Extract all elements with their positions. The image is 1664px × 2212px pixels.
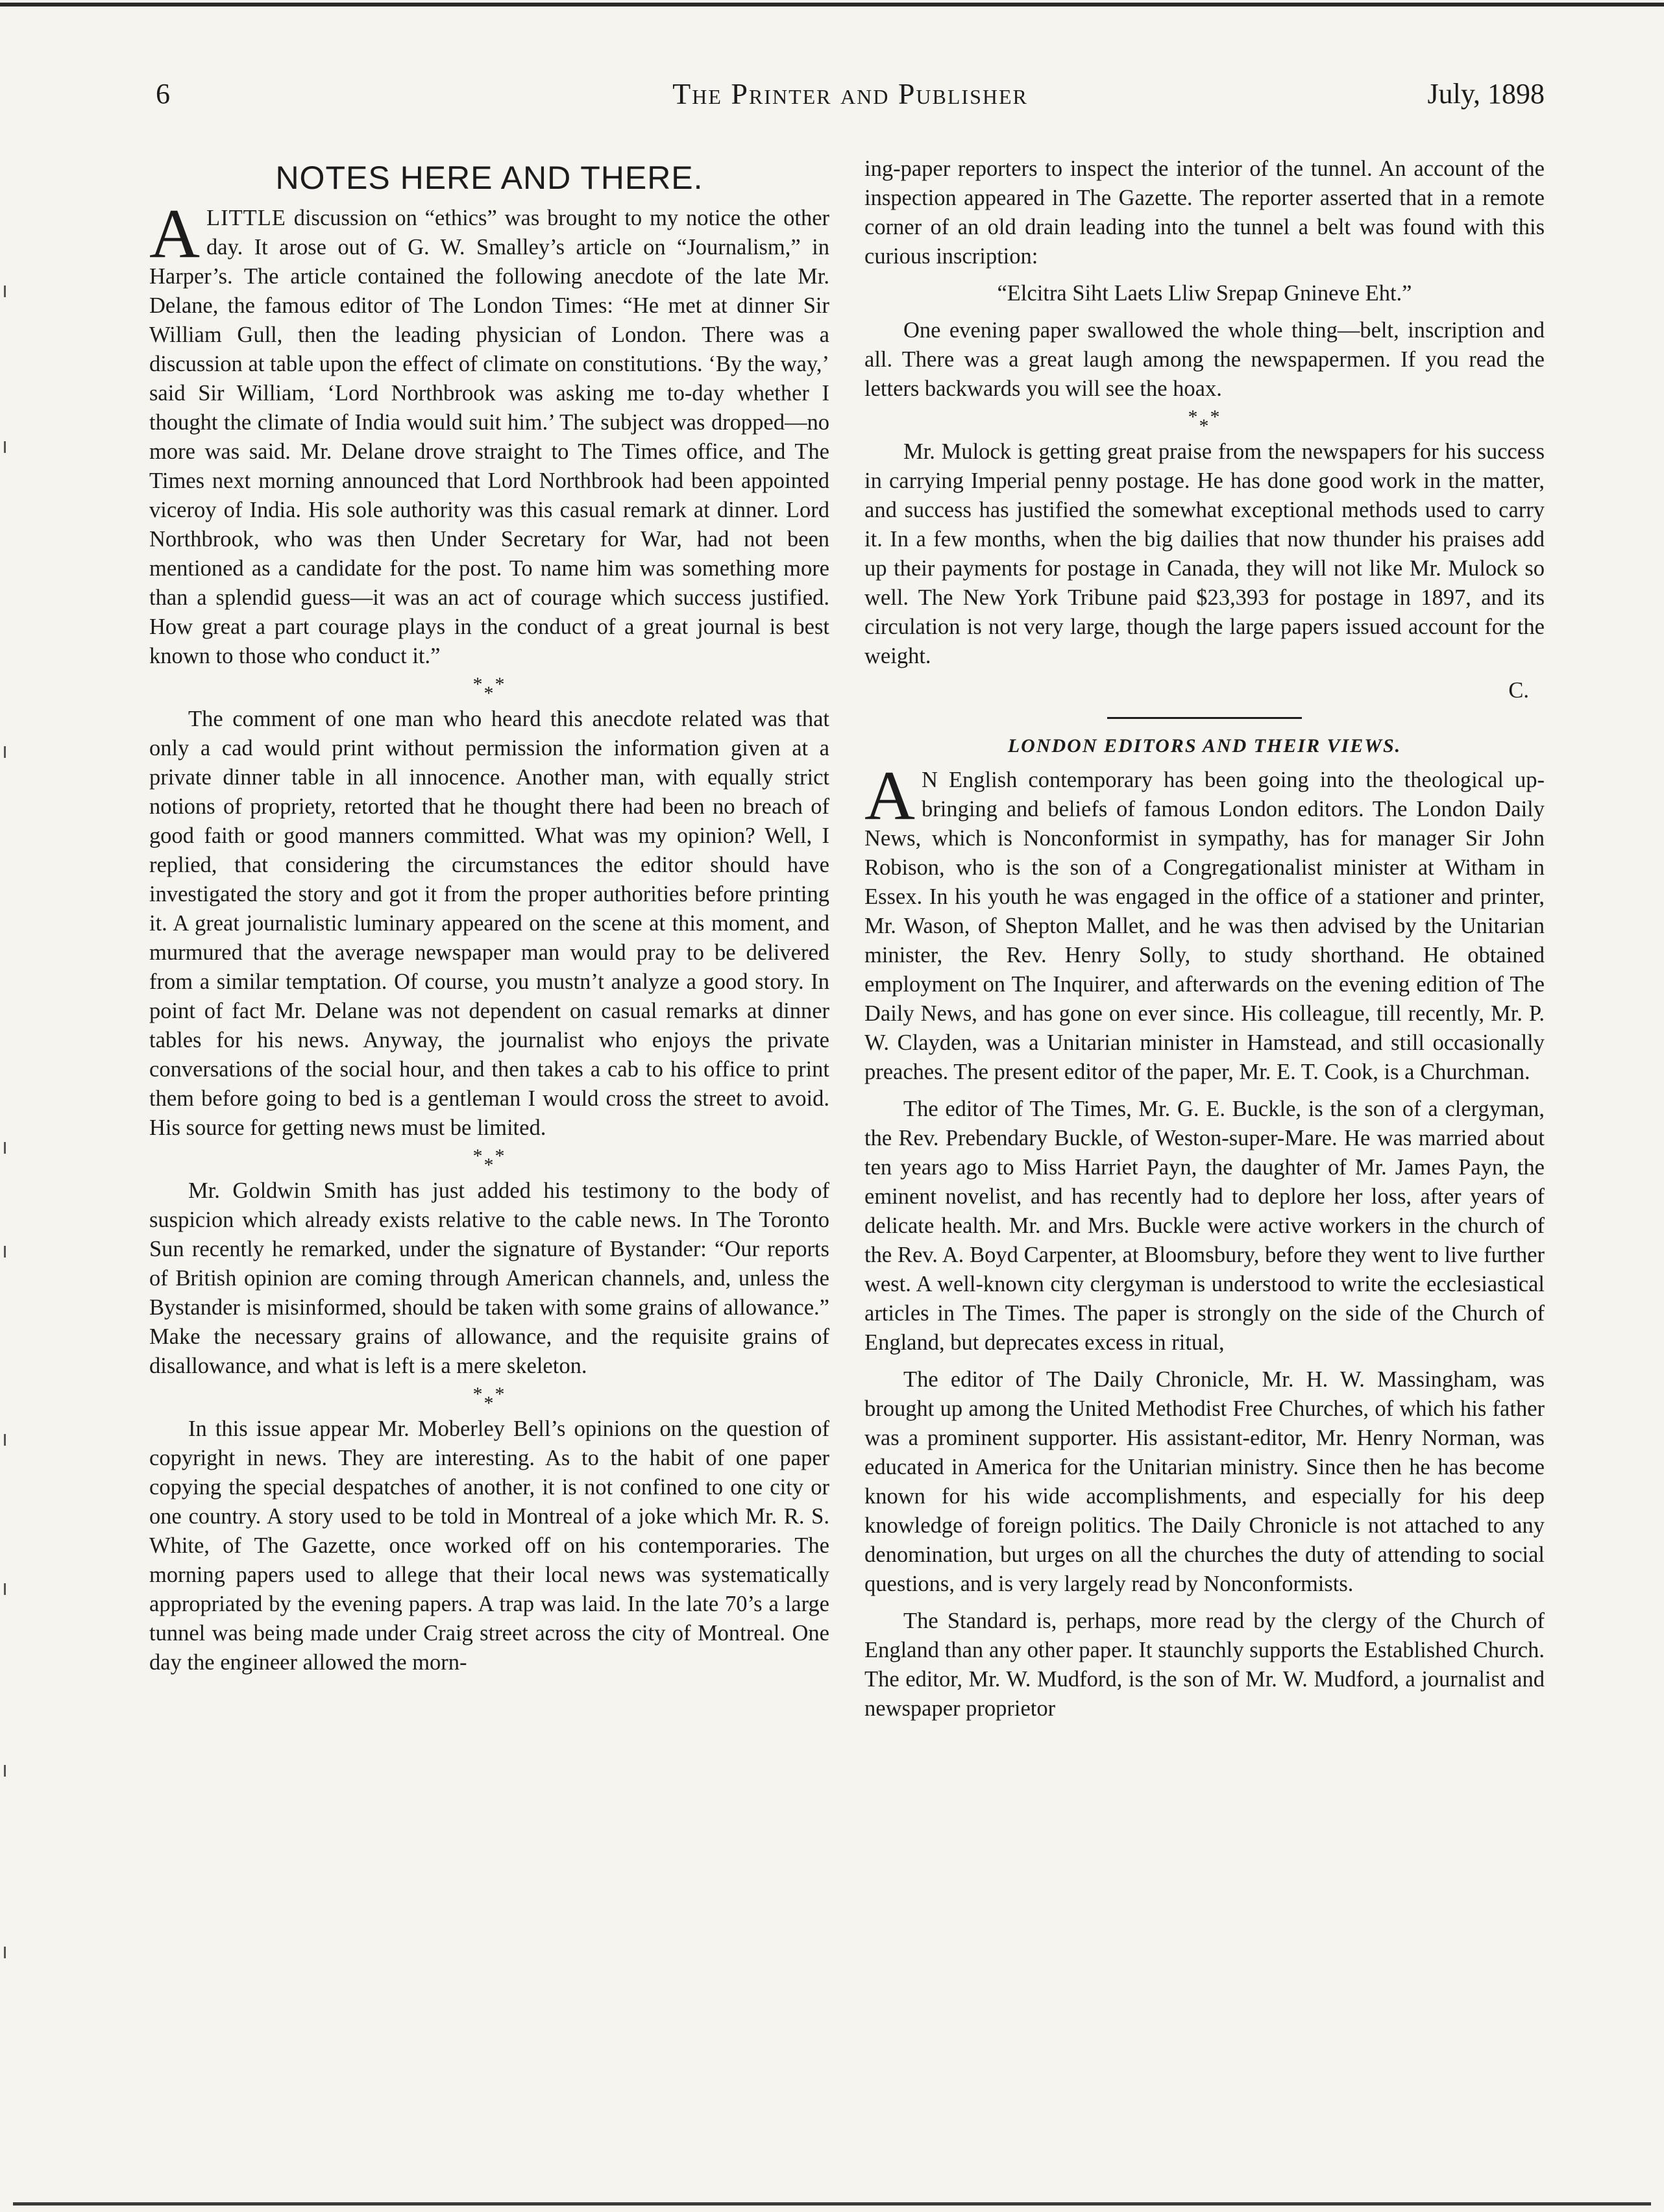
asterism-divider: ***	[472, 674, 506, 704]
asterism-divider: ***	[472, 1383, 506, 1414]
chronicle-paragraph: The editor of The Daily Chronicle, Mr. H. W. Massingham, was brought up among the United Methodist Free Churches, of which his father was a prominent supporter. His assistant-editor, Mr. Henry Norman, was educated in America for the Unitarian ministry. Since then he has become known for his wide accomplishments, and especially for his deep knowledge of foreign politics. The Daily Chronicle is not attached to any denomination, but urges on all the churches the duty of attending to social questions, and is very largely read by Nonconformists.	[864, 1367, 1545, 1596]
continued-paragraph: ing-paper reporters to inspect the interior of the tunnel. An account of the inspection appeared in The Gazette. The reporter asserted that in a remote corner of an old drain leading into the tunnel a belt was found with this curious inscription:	[864, 156, 1545, 269]
page-top-edge	[0, 3, 1664, 6]
comment-paragraph: The comment of one man who heard this anecdote related was that only a cad would print without permission the information given at a private dinner table in all innocence. Another man, with equally strict notions of propriety, retorted that he thought there had been no breach of good faith or good manners committed. What was my opinion? Well, I replied, that considering the circumstances the editor should have investigated the story and got it from the proper authorities before printing it. A great journalistic luminary appeared on the scene at this moment, and murmured that the average newspaper man would pray to be delivered from a similar temptation. Of course, you mustn’t analyze a good story. In point of fact Mr. Delane was not dependent on casual remarks at dinner tables for his news. Anyway, the journalist who enjoys the private conversations of the social hour, and then takes a cab to his office to print them before going to bed is a gentleman I would cross the street to avoid. His source for getting news must be limited.	[149, 707, 829, 1140]
goldwin-smith-paragraph: Mr. Goldwin Smith has just added his testimony to the body of suspicion which already exists relative to the cable news. In The Toronto Sun recently he remarked, under the signature of Bystander: “Our reports of British opinion are coming through American channels, and, unless the Bystander is misinformed, should be taken with some grains of allowance.” Make the necessary grains of allowance, and the requisite grains of disallowance, and what is left is a mere skeleton.	[149, 1178, 829, 1378]
hoax-paragraph: One evening paper swallowed the whole thing—belt, inscription and all. There was a great laugh among the newspapermen. If you read the letters backwards you will see the hoax.	[864, 318, 1545, 401]
section-rule	[1107, 717, 1302, 719]
copyright-paragraph: In this issue appear Mr. Moberley Bell’s opinions on the question of copyright in news. They are interesting. As to the habit of one paper copying the special despatches of another, it is not confined to one city or one country. A story used to be told in Montreal of a joke which Mr. R. S. White, of The Gazette, once worked off on his contemporaries. The morning papers used to allege that their local news was systematically appropriated by the evening papers. A trap was laid. In the late 70’s a large tunnel was being made under Craig street across the city of Montreal. One day the engineer allowed the morn-	[149, 1416, 829, 1675]
headline: NOTES HERE AND THERE.	[275, 160, 704, 196]
subheadline: LONDON EDITORS AND THEIR VIEWS.	[1007, 735, 1402, 757]
publication-title: The Printer and Publisher	[672, 77, 1028, 110]
running-head	[156, 71, 1545, 117]
page-bottom-edge	[13, 2202, 1651, 2206]
page-number: 6	[156, 78, 170, 110]
times-paragraph: The editor of The Times, Mr. G. E. Buckle, is the son of a clergyman, the Rev. Prebendary Buckle, of Weston-super-Mare. He was married about ten years ago to Miss Harriet Payn, the daughter of Mr. James Payn, the eminent novelist, and has recently had to deplore her loss, after years of delicate health. Mr. and Mrs. Buckle were active workers in the church of the Rev. A. Boyd Carpenter, at Bloomsbury, before they went to live further west. A well-known city clergyman is understood to write the ecclesiastical articles in The Times. The paper is strongly on the side of the Church of England, but deprecates excess in ritual,	[864, 1097, 1545, 1355]
standard-paragraph: The Standard is, perhaps, more read by the clergy of the Church of England than any other paper. It staunchly supports the Established Church. The editor, Mr. W. Mudford, is the son of Mr. W. Mudford, a journalist and newspaper proprietor	[864, 1609, 1545, 1721]
left-margin-marks	[4, 39, 10, 2180]
inscription-quote: “Elcitra Siht Laets Lliw Srepap Gnineve Eht.”	[997, 281, 1412, 306]
drop-cap: A	[864, 757, 915, 834]
author-signature: C.	[1508, 678, 1529, 703]
drop-cap: A	[149, 195, 200, 273]
editors-intro-paragraph	[864, 757, 1545, 1087]
issue-date: July, 1898	[1427, 78, 1545, 110]
editors-intro-text: N English contemporary has been going into the theological up-bringing and beliefs of famous London editors. The London Daily News, which is Nonconformist in sympathy, has for manager Sir John Robison, who is the son of a Congregationalist minister at Witham in Essex. In his youth he was engaged in the office of a stationer and printer, Mr. Wason, of Shepton Mallet, and he was then advised by the Unitarian minister, the Rev. Henry Solly, to study shorthand. He obtained employment on The Inquirer, and afterwards on the evening edition of The Daily News, and has gone on ever since. His colleague, till recently, Mr. P. W. Clayden, was a Unitarian minister in Hamstead, and still occasionally preaches. The present editor of the paper, Mr. E. T. Cook, is a Churchman.	[864, 768, 1545, 1084]
lead-word: LITTLE	[206, 206, 286, 230]
asterism-divider: ***	[472, 1145, 506, 1176]
left-column	[149, 154, 829, 1685]
right-column	[864, 154, 1545, 1731]
mulock-paragraph: Mr. Mulock is getting great praise from the newspapers for his success in carrying Imperial penny postage. He has done good work in the matter, and success has justified the somewhat exceptional methods used to carry it. In a few months, when the big dailies that now thunder his praises add up their payments for postage in Canada, they will not like Mr. Mulock so well. The New York Tribune paid $23,393 for postage in 1897, and its circulation is not very large, though the large papers issued account for the weight.	[864, 439, 1545, 668]
intro-text: discussion on “ethics” was brought to my notice the other day. It arose out of G. W. Smalley’s article on “Journalism,” in Harper’s. The article contained the following anecdote of the late Mr. Delane, the famous editor of The London Times: “He met at dinner Sir William Gull, then the leading physician of London. There was a discussion at table upon the effect of climate on constitutions. ‘By the way,’ said Sir William, ‘Lord Northbrook was asking me to-day whether I thought the climate of India would suit him.’ The subject was dropped—no more was said. Mr. Delane drove straight to The Times office, and The Times next morning announced that Lord Northbrook had been appointed viceroy of India. His sole authority was this casual remark at dinner. Lord Northbrook, who was then Under Secretary for War, had not been mentioned as a candidate for the post. To name him was something more than a splendid guess—it was an act of courage which success justified. How great a part courage plays in the conduct of a great journal is best known to those who conduct it.”	[149, 206, 829, 668]
intro-paragraph	[149, 195, 829, 671]
asterism-divider: ***	[1188, 406, 1221, 437]
